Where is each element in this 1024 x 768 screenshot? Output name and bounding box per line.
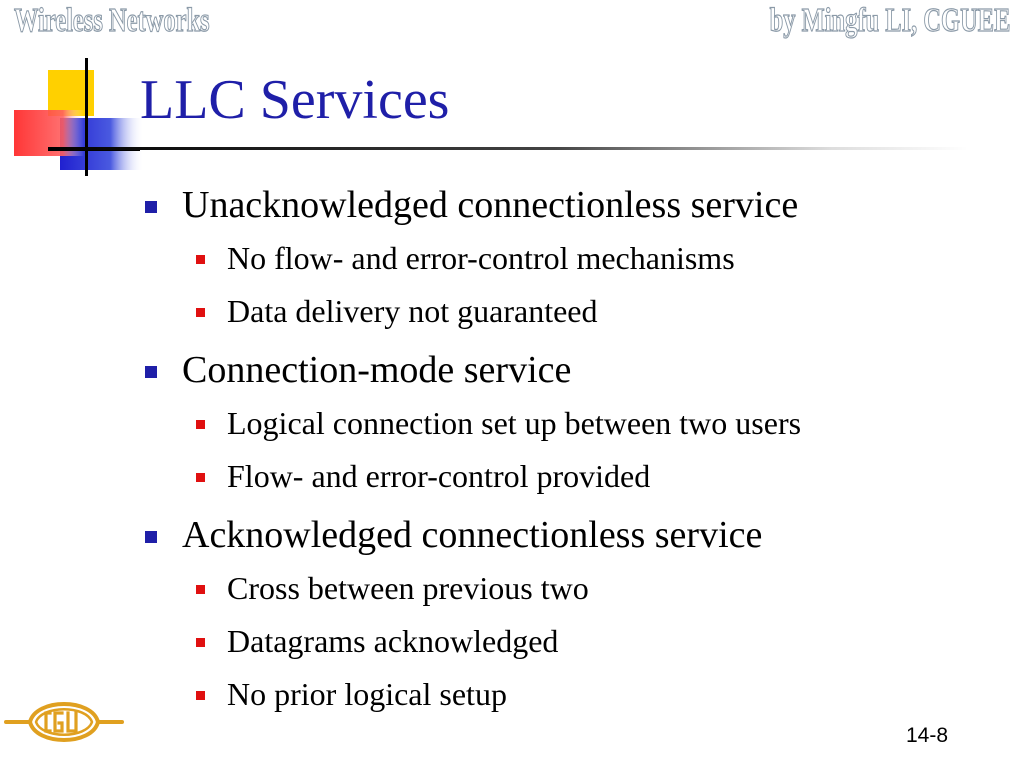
bullet-text: Connection-mode service <box>182 349 572 391</box>
square-bullet-icon <box>196 255 205 264</box>
square-bullet-icon <box>196 638 205 647</box>
square-bullet-icon <box>145 531 157 543</box>
cgu-university-logo-icon <box>2 684 126 760</box>
page-number: 14-8 <box>905 724 948 747</box>
sub-bullet-text: Flow- and error-control provided <box>227 458 651 494</box>
square-bullet-icon <box>145 201 157 213</box>
header-right-text: by Mingfu LI, CGUEE <box>769 2 1010 39</box>
decorative-squares-icon <box>0 55 150 185</box>
square-bullet-icon <box>196 473 205 482</box>
sub-bullet-text: Datagrams acknowledged <box>227 623 559 659</box>
square-bullet-icon <box>196 308 205 317</box>
header-left-text: Wireless Networks <box>14 2 210 39</box>
square-bullet-icon <box>196 585 205 594</box>
square-bullet-icon <box>196 691 205 700</box>
slide-title: LLC Services <box>140 69 450 131</box>
sub-bullet-text: Data delivery not guaranteed <box>227 293 598 329</box>
bullet-text: Unacknowledged connectionless service <box>182 184 799 226</box>
sub-bullet-text: No prior logical setup <box>227 676 507 712</box>
sub-bullet-text: No flow- and error-control mechanisms <box>227 240 735 276</box>
square-bullet-icon <box>145 366 157 378</box>
title-underline <box>48 147 968 150</box>
sub-bullet-text: Cross between previous two <box>227 570 589 606</box>
bullet-text: Acknowledged connectionless service <box>182 514 763 556</box>
sub-bullet-text: Logical connection set up between two users <box>227 405 802 441</box>
square-bullet-icon <box>196 420 205 429</box>
